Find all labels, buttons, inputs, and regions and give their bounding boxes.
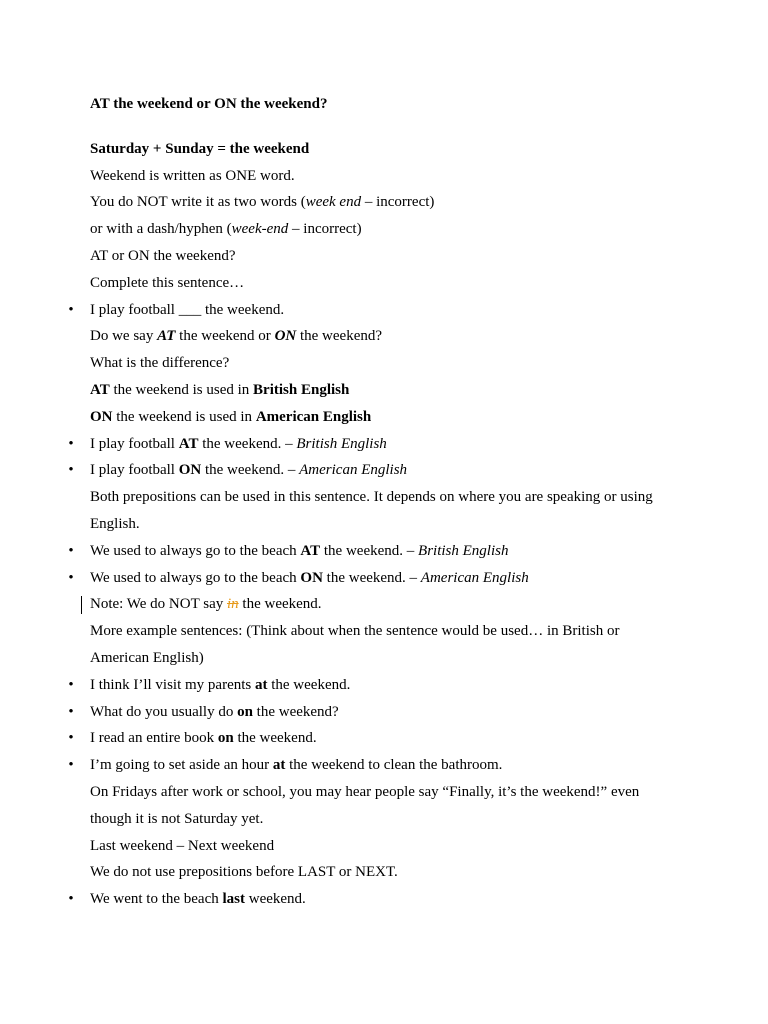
paragraph-line: You do NOT write it as two words (week end – incorrect) xyxy=(90,194,435,211)
list-item: • I play football ___ the weekend. xyxy=(90,297,680,324)
bullet-icon: • xyxy=(68,435,74,452)
deleted-text: in xyxy=(226,596,239,613)
paragraph-line: Do we say AT the weekend or ON the weekend? xyxy=(90,328,383,345)
bullet-icon: • xyxy=(68,730,74,747)
list-item: • I read an entire book on the weekend. xyxy=(90,725,680,752)
list-item: • What do you usually do on the weekend? xyxy=(90,699,680,726)
note-line: Note: We do NOT say in the weekend. xyxy=(90,591,680,618)
paragraph: On Fridays after work or school, you may hear people say “Finally, it’s the weekend!” even though it is not Saturday yet. xyxy=(90,783,640,827)
bullet-icon: • xyxy=(68,676,74,693)
section-heading: Saturday + Sunday = the weekend xyxy=(90,140,310,157)
paragraph-line: AT or ON the weekend? xyxy=(90,247,236,264)
paragraph-line: Weekend is written as ONE word. xyxy=(90,167,295,184)
bullet-icon: • xyxy=(68,462,74,479)
document-page xyxy=(68,91,680,913)
change-bar xyxy=(81,596,82,614)
list-item: • I play football AT the weekend. – British English xyxy=(90,431,680,458)
bullet-icon: • xyxy=(68,569,74,586)
list-item: • We went to the beach last weekend. xyxy=(90,886,680,913)
paragraph-line: AT the weekend is used in British English xyxy=(90,381,350,398)
list-item: • We used to always go to the beach AT the weekend. – British English xyxy=(90,538,680,565)
list-item: • We used to always go to the beach ON the weekend. – American English xyxy=(90,565,680,592)
paragraph-line: We do not use prepositions before LAST or NEXT. xyxy=(90,864,398,881)
paragraph-line: Complete this sentence… xyxy=(90,274,245,291)
bullet-icon: • xyxy=(68,703,74,720)
list-item: • I think I’ll visit my parents at the weekend. xyxy=(90,672,680,699)
paragraph: More example sentences: (Think about when the sentence would be used… in British or American English) xyxy=(90,623,620,666)
document-title: AT the weekend or ON the weekend? xyxy=(90,96,328,112)
paragraph-line: Last weekend – Next weekend xyxy=(90,837,275,854)
paragraph-line: or with a dash/hyphen (week-end – incorrect) xyxy=(90,221,362,238)
list-item: • I’m going to set aside an hour at the weekend to clean the bathroom. xyxy=(90,752,680,779)
bullet-icon: • xyxy=(68,542,74,559)
bullet-icon: • xyxy=(68,301,74,318)
bullet-icon: • xyxy=(68,757,74,774)
paragraph-line: What is the difference? xyxy=(90,355,230,372)
paragraph: Both prepositions can be used in this sentence. It depends on where you are speaking or using English. xyxy=(90,489,653,532)
bullet-icon: • xyxy=(68,891,74,908)
paragraph-line: ON the weekend is used in American English xyxy=(90,408,372,425)
list-item: • I play football ON the weekend. – American English xyxy=(90,457,680,484)
